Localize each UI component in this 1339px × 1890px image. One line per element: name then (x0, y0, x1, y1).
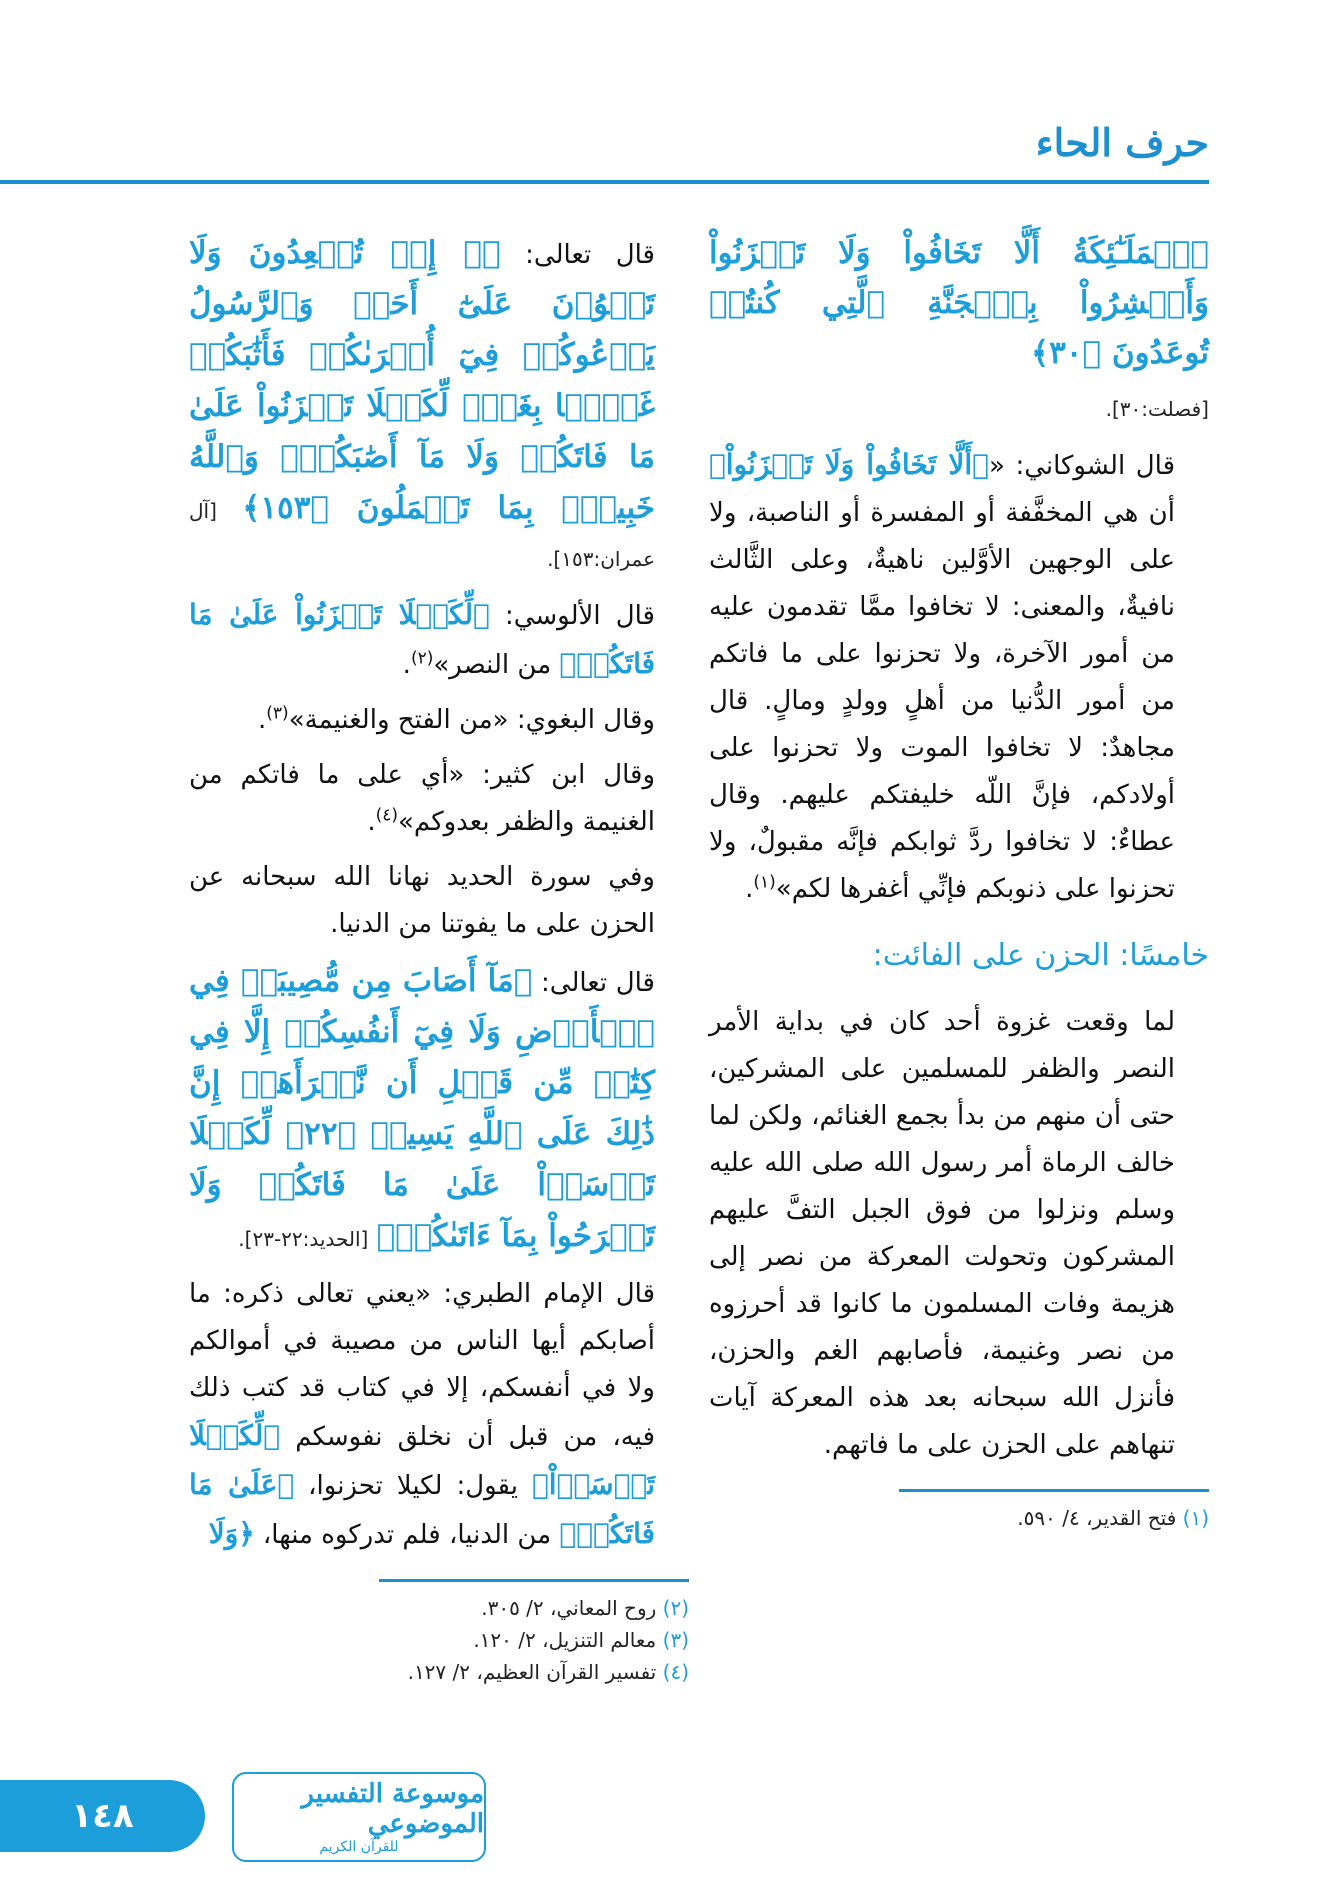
chapter-title: حرف الحاء (1035, 120, 1209, 165)
footnote-number: (٢) (662, 1596, 689, 1620)
verse-al-hadid: ﴿مَآ أَصَابَ مِن مُّصِيبَةٖ فِي ٱلۡأَرۡضِ وَلَا فِيٓ أَنفُسِكُمۡ إِلَّا فِي كِتَٰبٖ مِّن قَبۡلِ أَن نَّبۡرَأَهَآۚ إِنَّ ذَٰلِكَ عَلَى ٱللَّهِ يَسِيرٞ ﴿٢٢﴾ لِّكَيۡلَا تَأۡسَوۡاْ عَلَىٰ مَا فَاتَكُمۡ وَلَا تَفۡرَحُواْ بِمَآ ءَاتَىٰكُمۡ﴾ (189, 963, 655, 1254)
footnote-1 (709, 1502, 1209, 1534)
verse-fussilat-citation: [فصلت:٣٠]. (1105, 397, 1209, 421)
verse-al-hadid-citation: [الحديد:٢٢-٢٣]. (238, 1227, 369, 1251)
uhud-paragraph: لما وقعت غزوة أحد كان في بداية الأمر النصر والظفر للمسلمين على المشركين، حتى أن منهم من بدأ بجمع الغنائم، ولكن لما خالف الرماة أمر رسول الله صلى الله عليه وسلم ونزلوا من فوق الجبل التفَّ عليهم المشركون وتحولت المعركة من نصر إلى هزيمة وفات المسلمون ما كانوا قد أحرزوه من نصر وغنيمة، فأصابهم الغم والحزن، فأنزل الله سبحانه بعد هذه المعركة آيات تنهاهم على الحزن على ما فاتهم. (709, 1007, 1175, 1460)
footnote-rule-right (899, 1489, 1209, 1492)
tabari-paragraph (189, 1271, 689, 1559)
footnote-rule-left (379, 1579, 689, 1582)
tabari-text-3: من الدنيا، فلم تدركوه منها، (254, 1520, 560, 1550)
footnote-number: (٣) (662, 1628, 689, 1652)
shawkani-paragraph: قال الشوكاني: «﴿أَلَّا تَخَافُواْ وَلَا تَحۡزَنُواْ﴾ أن هي المخفَّفة أو المفسرة أو الناصبة، ولا على الوجهين الأوَّلين ناهيةٌ، وعلى الثَّالث نافيةٌ، والمعنى: لا تخافوا ممَّا تقدمون عليه من أمور الآخرة، ولا تحزنوا على ما فاتكم من أمور الدُّنيا من أهلٍ وولدٍ ومالٍ. قال مجاهدٌ: لا تخافوا الموت ولا تحزنوا على أولادكم، فإنَّ اللّه خليفتكم عليهم. وقال عطاءٌ: لا تخافوا ردَّ ثوابكم فإنَّه مقبولٌ، ولا تحزنوا على ذنوبكم فإنِّي أغفرها لكم»$^{(١)}$. (709, 448, 1176, 904)
verse-fussilat: ٱلۡمَلَـٰٓئِكَةُ أَلَّا تَخَافُواْ وَلَا تَحۡزَنُواْ وَأَبۡشِرُواْ بِٱلۡجَنَّةِ ٱلَّتِي كُنتُمۡ تُوعَدُونَ ﴿٣٠﴾ (709, 235, 1209, 371)
footnote-text: روح المعاني، ٢/ ٣٠٥. (481, 1596, 657, 1620)
footnote-ref-1[interactable]: (١) (753, 872, 776, 893)
hadid-paragraph (189, 956, 689, 1263)
shawkani-text: أن هي المخفَّفة أو المفسرة أو الناصبة، ولا على الوجهين الأوَّلين ناهيةٌ، وعلى الثَّالث نافيةٌ، والمعنى: لا تخافوا ممَّا تقدمون عليه من أمور الآخرة، ولا تحزنوا على ما فاتكم من أمور الدُّنيا من أهلٍ وولدٍ ومالٍ. قال مجاهدٌ: لا تخافوا الموت ولا تحزنوا على أولادكم، فإنَّ اللّه خليفتكم عليهم. وقال عطاءٌ: لا تخافوا ردَّ ثوابكم فإنَّه مقبولٌ، ولا تحزنوا على ذنوبكم فإنِّي أغفرها لكم» (709, 498, 1175, 904)
footnote-3 (189, 1624, 689, 1656)
footnote-ref-2[interactable]: (٢) (410, 648, 434, 669)
ibnkathir-paragraph: وقال ابن كثير: «أي على ما فاتكم من الغنيمة والظفر بعدوكم»$^{(٤)}$. (189, 760, 655, 837)
footnote-2 (189, 1592, 689, 1624)
footnotes-right (709, 1502, 1209, 1534)
tabari-text-1: قال الإمام الطبري: «يعني تعالى ذكره: ما أصابكم أيها الناس من مصيبة في أموالكم ولا في أنفسكم، إلا في كتاب قد كتب ذلك فيه، من قبل أن نخلق نفوسكم (189, 1279, 655, 1452)
footnotes-left (189, 1592, 689, 1688)
tabari-verse-2: ﴿عَلَىٰ مَا فَاتَكُمۡ﴾ (189, 1468, 655, 1550)
logo-title: موسوعة التفسير الموضوعي (301, 1779, 484, 1839)
footnote-text: معالم التنزيل، ٢/ ١٢٠. (473, 1628, 657, 1652)
alusi-text: من النصر» (433, 650, 560, 680)
section-heading: خامسًا: الحزن على الفائت: (872, 938, 1209, 973)
shawkani-verse: ﴿أَلَّا تَخَافُواْ وَلَا تَحۡزَنُواْ﴾ (709, 448, 989, 481)
imran-paragraph (189, 228, 689, 583)
ibnkathir-text: وقال ابن كثير: «أي على ما فاتكم من الغنيمة والظفر بعدوكم» (189, 760, 655, 837)
encyclopedia-logo (232, 1772, 486, 1862)
footnote-ref-4[interactable]: (٤) (375, 805, 399, 826)
right-column (709, 228, 1209, 1534)
qal-taala-label-2: قال تعالى: (532, 968, 655, 998)
baghawi-paragraph: وقال البغوي: «من الفتح والغنيمة»$^{(٣)}$. (258, 703, 655, 735)
baghawi-text: وقال البغوي: «من الفتح والغنيمة» (288, 705, 655, 735)
footnote-ref-3[interactable]: (٣) (266, 703, 289, 724)
left-column (189, 228, 689, 1688)
alusi-verse: ﴿لِّكَيۡلَا تَحۡزَنُواْ عَلَىٰ مَا فَاتَكُمۡ﴾ (189, 598, 655, 680)
page-number: ١٤٨ (71, 1796, 134, 1836)
footnote-text: فتح القدير، ٤/ ٥٩٠. (1017, 1506, 1177, 1530)
qal-taala-label: قال تعالى: (500, 240, 655, 270)
header-rule (0, 180, 1209, 184)
verse-al-imran-citation: [آل عمران:١٥٣]. (189, 499, 655, 571)
verse-al-imran: ﴿۞ إِذۡ تُصۡعِدُونَ وَلَا تَلۡوُۥنَ عَلَىٰٓ أَحَدٖ وَٱلرَّسُولُ يَدۡعُوكُمۡ فِيٓ أُخۡرَىٰكُمۡ فَأَثَٰبَكُمۡ غَمَّۢا بِغَمّٖ لِّكَيۡلَا تَحۡزَنُواْ عَلَىٰ مَا فَاتَكُمۡ وَلَا مَآ أَصَٰبَكُمۡۗ وَٱللَّهُ خَبِيرُۢ بِمَا تَعۡمَلُونَ ﴿١٥٣﴾ (189, 235, 655, 526)
page-number-badge (0, 1780, 205, 1852)
footnote-text: تفسير القرآن العظيم، ٢/ ١٢٧. (407, 1660, 657, 1684)
footnote-4 (189, 1656, 689, 1688)
footnote-number: (١) (1182, 1506, 1209, 1530)
alusi-intro: قال الألوسي: (489, 601, 655, 631)
tabari-verse-3: ﴿وَلَا (208, 1517, 255, 1550)
footnote-number: (٤) (662, 1660, 689, 1684)
logo-subtitle: للقرآن الكريم (319, 1839, 399, 1855)
alusi-paragraph: قال الألوسي: ﴿لِّكَيۡلَا تَحۡزَنُواْ عَلَىٰ مَا فَاتَكُمۡ﴾ من النصر»$^{(٢)}$. (189, 598, 655, 680)
tabari-verse-1: ﴿لِّكَيۡلَا تَأۡسَوۡاْ﴾ (189, 1419, 655, 1501)
hadid-intro-paragraph: وفي سورة الحديد نهانا الله سبحانه عن الحزن على ما يفوتنا من الدنيا. (189, 862, 655, 939)
shawkani-intro: قال الشوكاني: « (988, 451, 1176, 481)
tabari-text-2: يقول: لكيلا تحزنوا، (294, 1471, 532, 1501)
